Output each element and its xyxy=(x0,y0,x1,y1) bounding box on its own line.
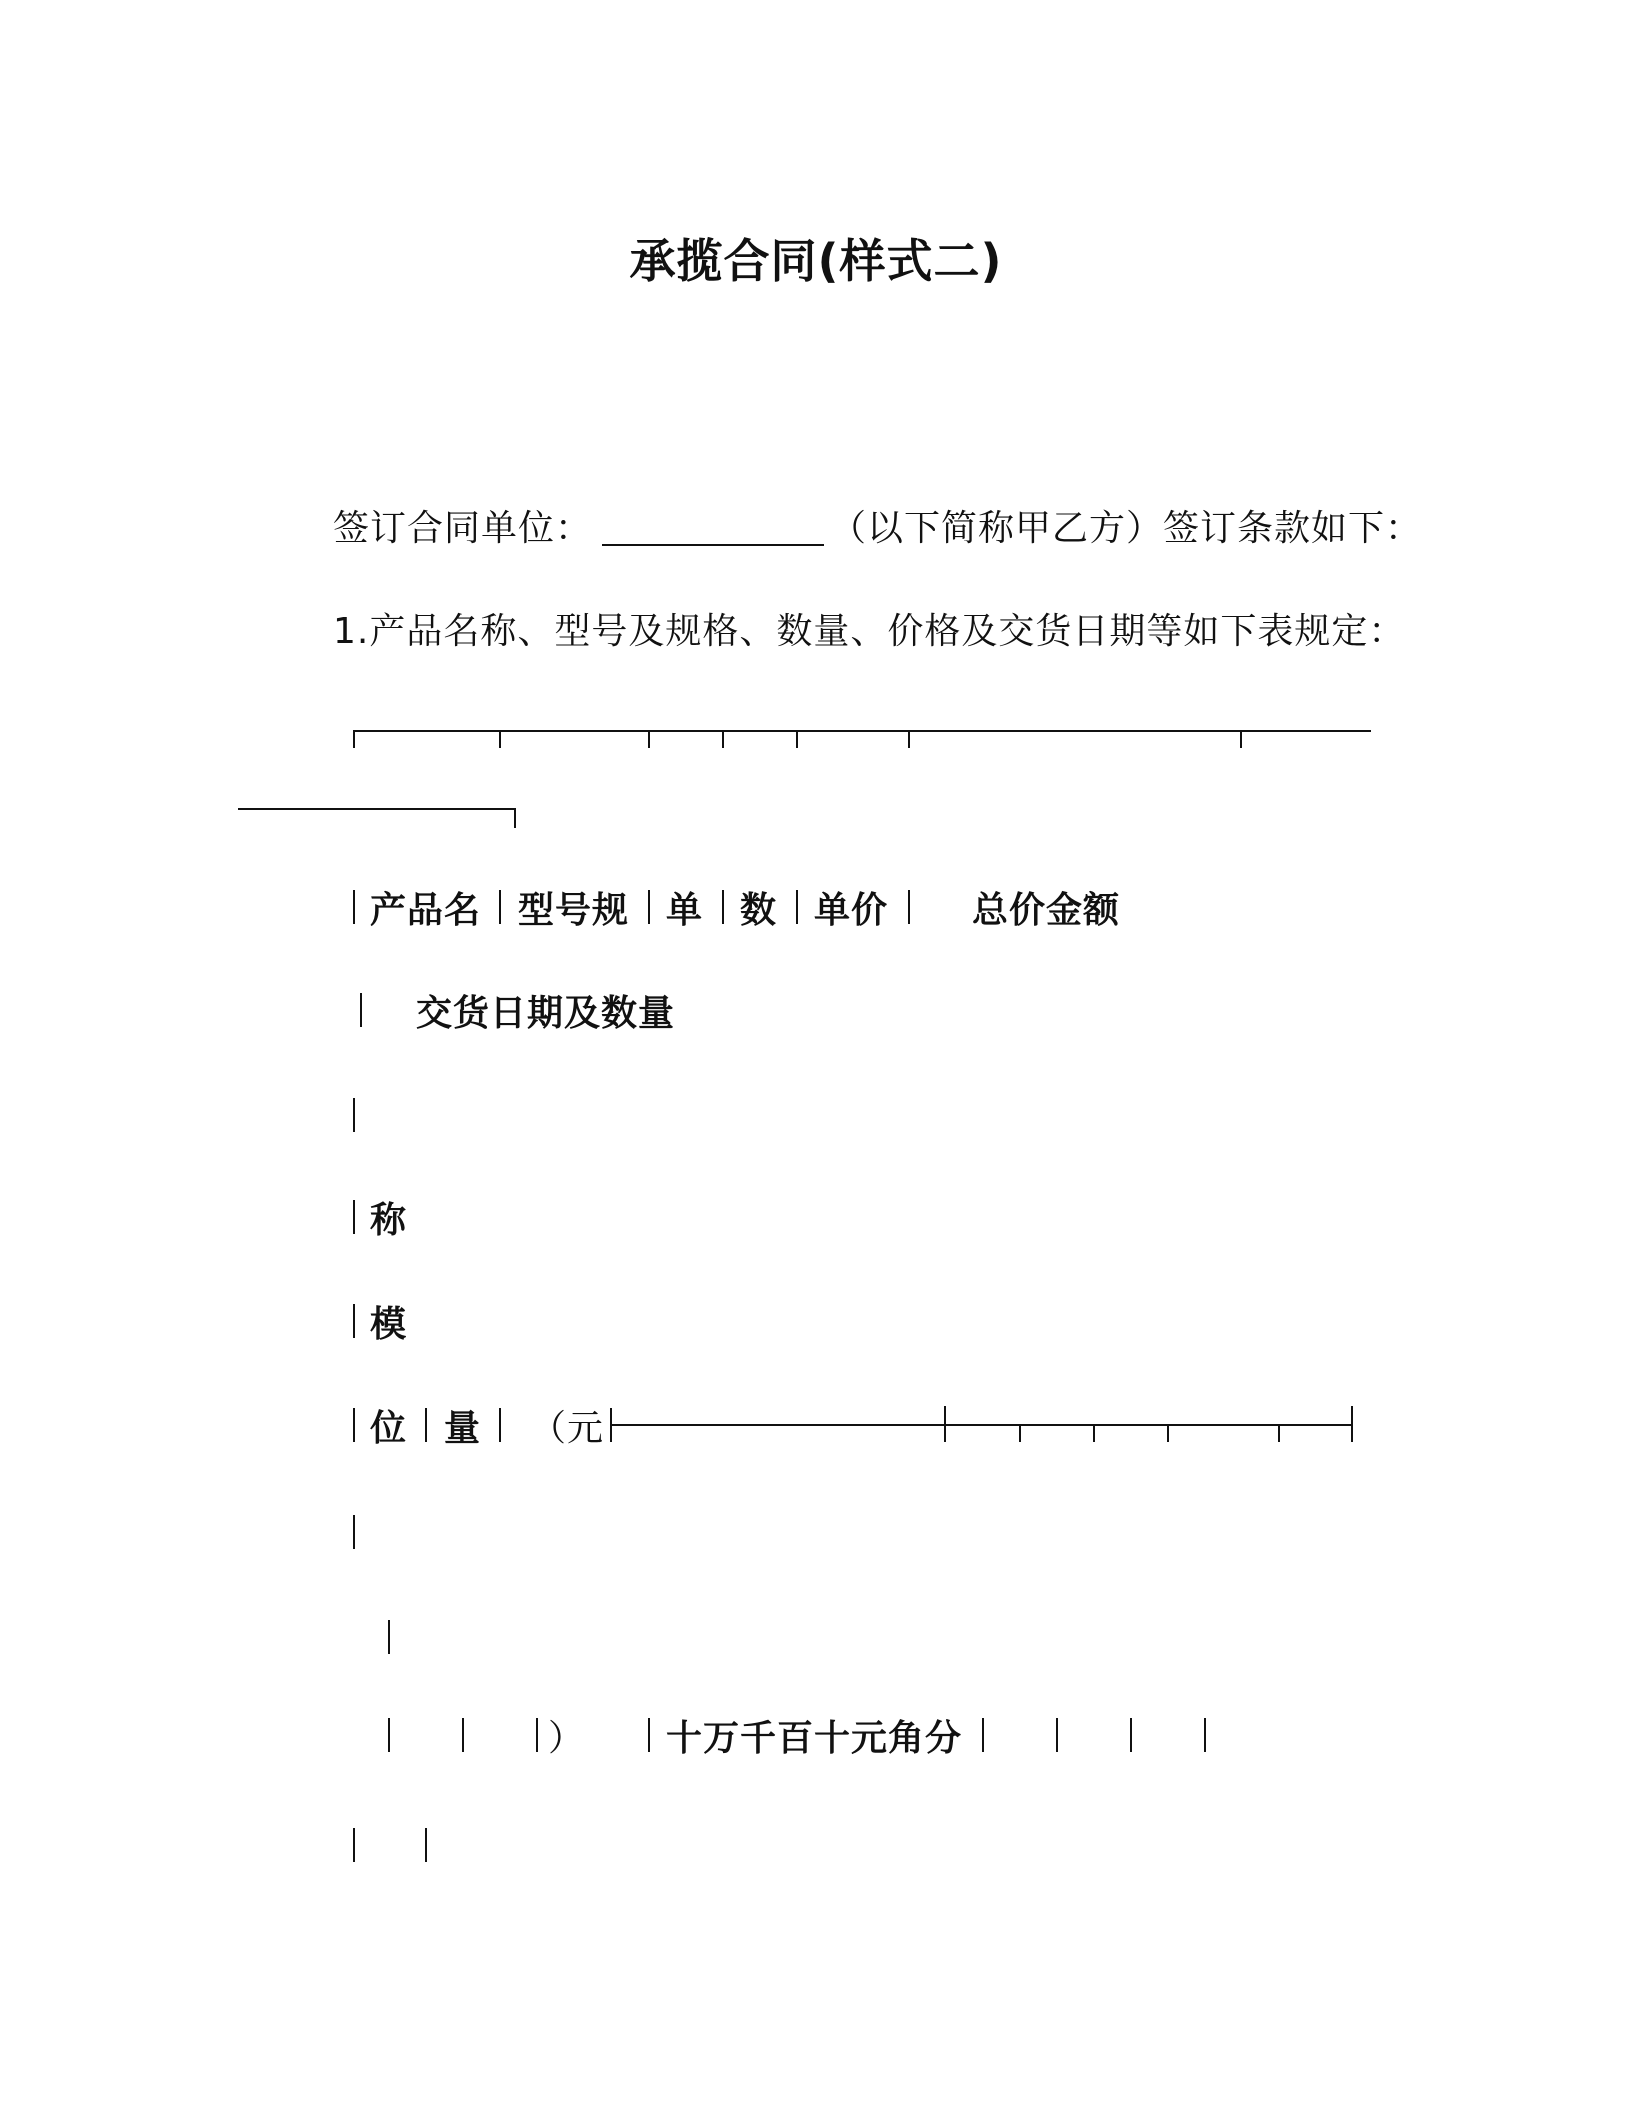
intro-prefix: 签订合同单位： xyxy=(333,508,593,549)
header-quantity: 数 xyxy=(740,890,778,931)
row-separator-bar xyxy=(353,1098,355,1132)
price-unit-close: ） xyxy=(548,1718,586,1759)
party-blank-line[interactable] xyxy=(602,544,824,546)
price-unit-open: （元 xyxy=(530,1408,605,1449)
header-product-name: 产品名 xyxy=(370,890,482,931)
header-unit: 单 xyxy=(666,890,704,931)
amount-digit-labels: 十万千百十元角分 xyxy=(666,1718,963,1759)
document-title: 承揽合同(样式二) xyxy=(629,234,1003,288)
header-model-spec: 型号规 xyxy=(518,890,630,931)
intro-suffix: （以下简称甲乙方）签订条款如下： xyxy=(830,508,1423,549)
name-suffix: 称 xyxy=(370,1200,408,1241)
intro-line xyxy=(333,500,1422,551)
header-delivery: 交货日期及数量 xyxy=(416,993,676,1034)
clause-1: 1.产品名称、型号及规格、数量、价格及交货日期等如下表规定： xyxy=(333,611,1406,652)
header-total-amount: 总价金额 xyxy=(972,890,1121,931)
unit-suffix: 位 xyxy=(370,1408,408,1449)
row-separator-bar xyxy=(388,1620,390,1654)
row-separator-bar xyxy=(353,1515,355,1549)
quantity-suffix: 量 xyxy=(444,1408,482,1449)
header-unit-price: 单价 xyxy=(814,890,889,931)
model-suffix: 模 xyxy=(370,1304,408,1345)
